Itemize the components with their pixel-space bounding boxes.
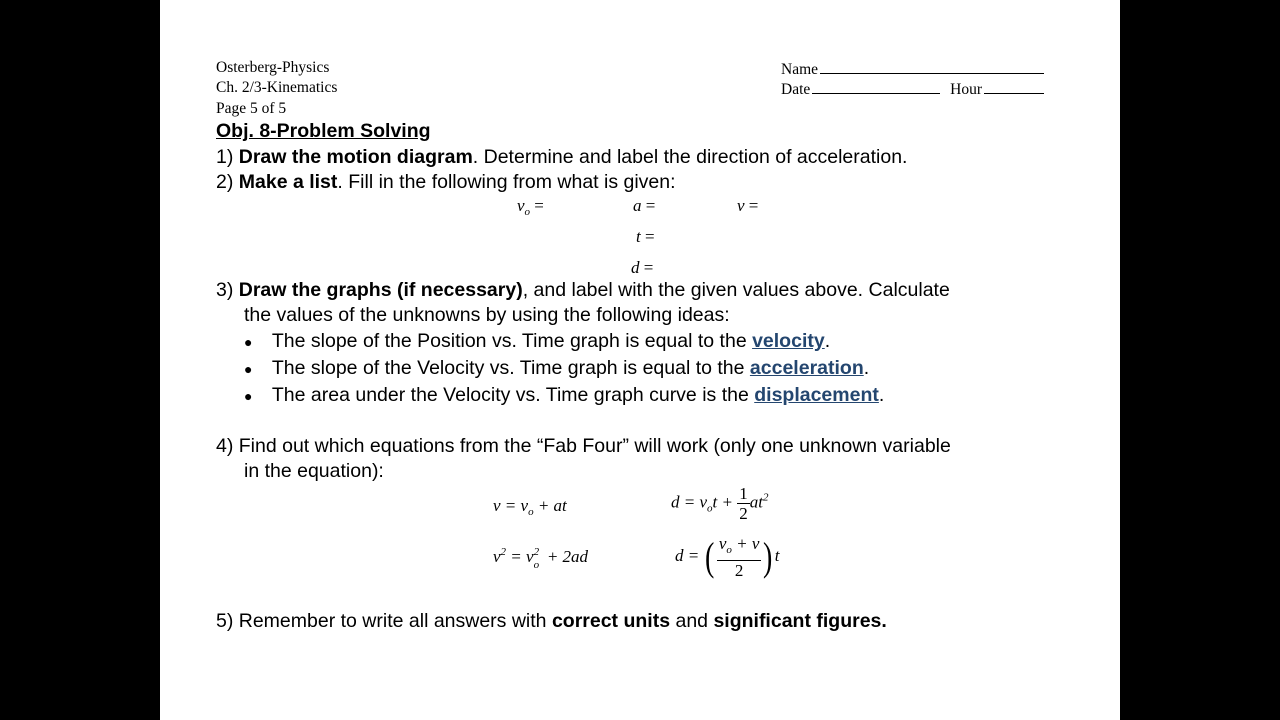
step-1-bold: Draw the motion diagram bbox=[238, 146, 473, 168]
displacement-link[interactable]: displacement bbox=[754, 384, 879, 406]
step-4-line-1: 4) Find out which equations from the “Fab Four” will work (only one unknown variable bbox=[216, 435, 951, 457]
given-vo: $v_o$ = bbox=[517, 196, 544, 218]
step-3-line-2: the values of the unknowns by using the following ideas: bbox=[244, 304, 730, 326]
given-v: v = bbox=[737, 196, 759, 215]
name-blank[interactable] bbox=[820, 59, 1044, 74]
bullet-item: ● The area under the Velocity vs. Time graph curve is the displacement. bbox=[244, 384, 885, 406]
bullet-dot-icon: ● bbox=[244, 361, 253, 377]
course-label: Osterberg-Physics bbox=[216, 59, 330, 76]
equation-1: $v = v_o$ + at bbox=[493, 496, 567, 518]
date-hour-row bbox=[781, 79, 1044, 99]
step-1-text: . Determine and label the direction of acceleration. bbox=[472, 146, 908, 168]
page-number: Page 5 of 5 bbox=[216, 100, 287, 117]
name-label: Name bbox=[781, 61, 819, 78]
bullet-item: ● The slope of the Position vs. Time graph is equal to the velocity. bbox=[244, 330, 831, 352]
date-label: Date bbox=[781, 81, 811, 98]
hour-blank[interactable] bbox=[984, 79, 1044, 94]
step-2-bold: Make a list bbox=[238, 171, 338, 193]
given-t: t = bbox=[636, 227, 655, 246]
equation-4: d = ( $\frac{v_o + v}{2}$ ) t bbox=[675, 534, 780, 580]
bullet-dot-icon: ● bbox=[244, 388, 253, 404]
step-2-number: 2) bbox=[216, 171, 234, 193]
worksheet-page bbox=[160, 0, 1120, 720]
step-3 bbox=[216, 278, 950, 302]
step-1-number: 1) bbox=[216, 146, 234, 168]
bullet-dot-icon: ● bbox=[244, 334, 253, 350]
name-field-row bbox=[781, 59, 1044, 79]
equation-2: $d = v_ot$ + $\frac{1}{2}$ $at^2$ bbox=[671, 484, 769, 523]
hour-label: Hour bbox=[950, 81, 982, 98]
step-3-number: 3) bbox=[216, 279, 234, 301]
bullet-item: ● The slope of the Velocity vs. Time graph is equal to the acceleration. bbox=[244, 357, 870, 379]
given-d: d = bbox=[631, 258, 654, 277]
step-5: 5) Remember to write all answers with correct units and significant figures. bbox=[216, 610, 887, 632]
given-a: a = bbox=[633, 196, 656, 215]
step-2-text: . Fill in the following from what is given: bbox=[337, 171, 676, 193]
date-blank[interactable] bbox=[812, 79, 940, 94]
step-1 bbox=[216, 145, 907, 169]
page-title: Obj. 8-Problem Solving bbox=[216, 120, 431, 142]
step-2 bbox=[216, 170, 676, 194]
acceleration-link[interactable]: acceleration bbox=[749, 357, 864, 379]
step-3-text: , and label with the given values above. Calculate bbox=[522, 279, 950, 301]
equation-3: $v^2 = v$ 2 o + 2ad bbox=[493, 546, 589, 571]
step-3-bold: Draw the graphs (if necessary) bbox=[238, 279, 523, 301]
velocity-link[interactable]: velocity bbox=[752, 330, 825, 352]
chapter-label: Ch. 2/3-Kinematics bbox=[216, 79, 338, 96]
step-4-line-2: in the equation): bbox=[244, 460, 384, 482]
